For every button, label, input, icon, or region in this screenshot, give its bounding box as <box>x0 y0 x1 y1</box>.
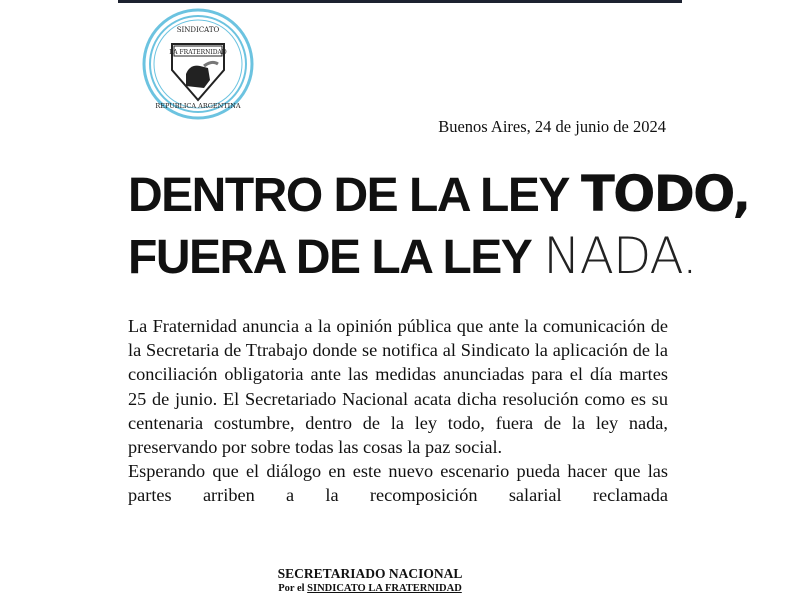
signature-block <box>240 566 500 594</box>
signature-prefix: Por el <box>278 583 305 594</box>
svg-text:LA FRATERNIDAD: LA FRATERNIDAD <box>169 49 227 56</box>
top-border <box>118 0 682 3</box>
signature-org: SINDICATO LA FRATERNIDAD <box>307 583 462 594</box>
headline-line1-a: DENTRO DE LA LEY <box>128 169 569 222</box>
svg-text:SINDICATO: SINDICATO <box>176 26 220 34</box>
paragraph-1: La Fraternidad anuncia a la opinión pública que ante la comunicación de la Secretaria de Ttrabajo donde se notifica al Sindicato la aplicación de la conciliación obligatoria ante las medidas anunciadas para el día martes 25 de junio. El Secretariado Nacional acata dicha resolución como es su centenaria costumbre, dentro de la ley todo, fuera de la ley nada, preservando por sobre todas las cosas la paz social. <box>128 316 668 458</box>
signature-title: SECRETARIADO NACIONAL <box>277 566 463 581</box>
headline <box>128 165 750 289</box>
paragraph-2: Esperando que el diálogo en este nuevo escenario pueda hacer que las partes arriben a la recomposición salarial reclamada <box>128 461 668 506</box>
statement-body <box>128 314 668 508</box>
headline-line2-a: FUERA DE LA LEY <box>128 231 532 284</box>
union-logo <box>142 8 254 120</box>
headline-line2-b: NADA. <box>543 227 697 285</box>
date-line: Buenos Aires, 24 de junio de 2024 <box>438 117 666 136</box>
headline-line1-b: TODO, <box>580 165 750 223</box>
svg-text:REPUBLICA ARGENTINA: REPUBLICA ARGENTINA <box>155 102 241 110</box>
